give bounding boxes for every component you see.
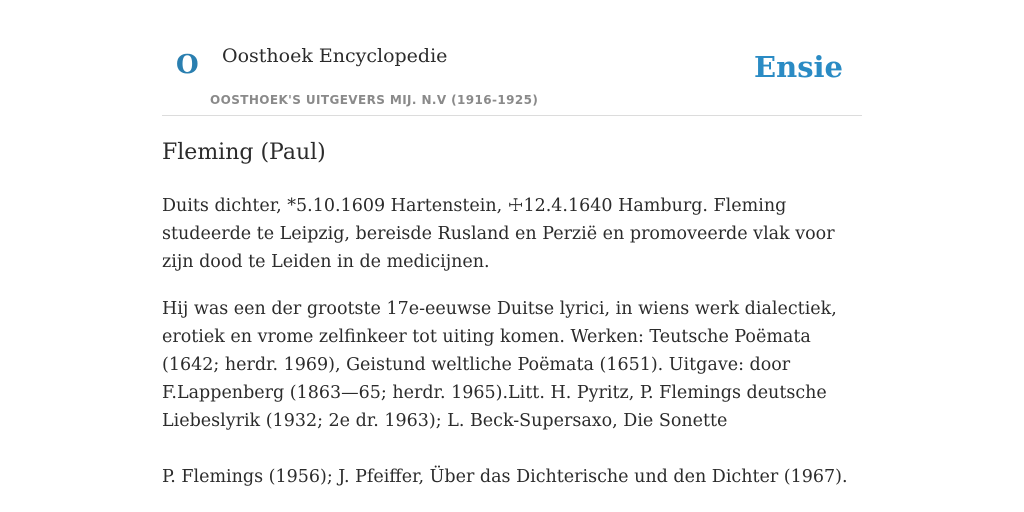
page (162, 0, 862, 512)
article-title: Fleming (Paul) (162, 140, 326, 165)
encyclopedia-title[interactable]: Oosthoek Encyclopedie (222, 45, 448, 67)
article-paragraph: P. Flemings (1956); J. Pfeiffer, Über das Dichterische und den Dichter (1967). (162, 467, 848, 487)
brand-logo[interactable]: Ensie (754, 50, 843, 84)
site-header (162, 0, 862, 116)
article-paragraph: Hij was een der grootste 17e-eeuwse Duitse lyrici, in wiens werk dialectiek, erotiek en vrome zelfinkeer tot uiting komen. Werken: Teutsche Poëmata (1642; herdr. 1969), Geistund weltliche Poëmata (1651). Uitgave: door F.Lappenberg (1863—65; herdr. 1965).Litt. H. Pyritz, P. Flemings deutsche Liebeslyrik (1932; 2e dr. 1963); L. Beck-Supersaxo, Die Sonette (162, 299, 837, 431)
site-logo-letter[interactable]: O (176, 50, 199, 80)
article-paragraph: Duits dichter, *5.10.1609 Hartenstein, ☩12.4.1640 Hamburg. Fleming studeerde te Leipzig, bereisde Rusland en Perzië en promoveerde vlak voor zijn dood te Leiden in de medicijnen. (162, 196, 835, 272)
publisher-subtitle: OOSTHOEK'S UITGEVERS MIJ. N.V (1916-1925) (210, 93, 539, 107)
